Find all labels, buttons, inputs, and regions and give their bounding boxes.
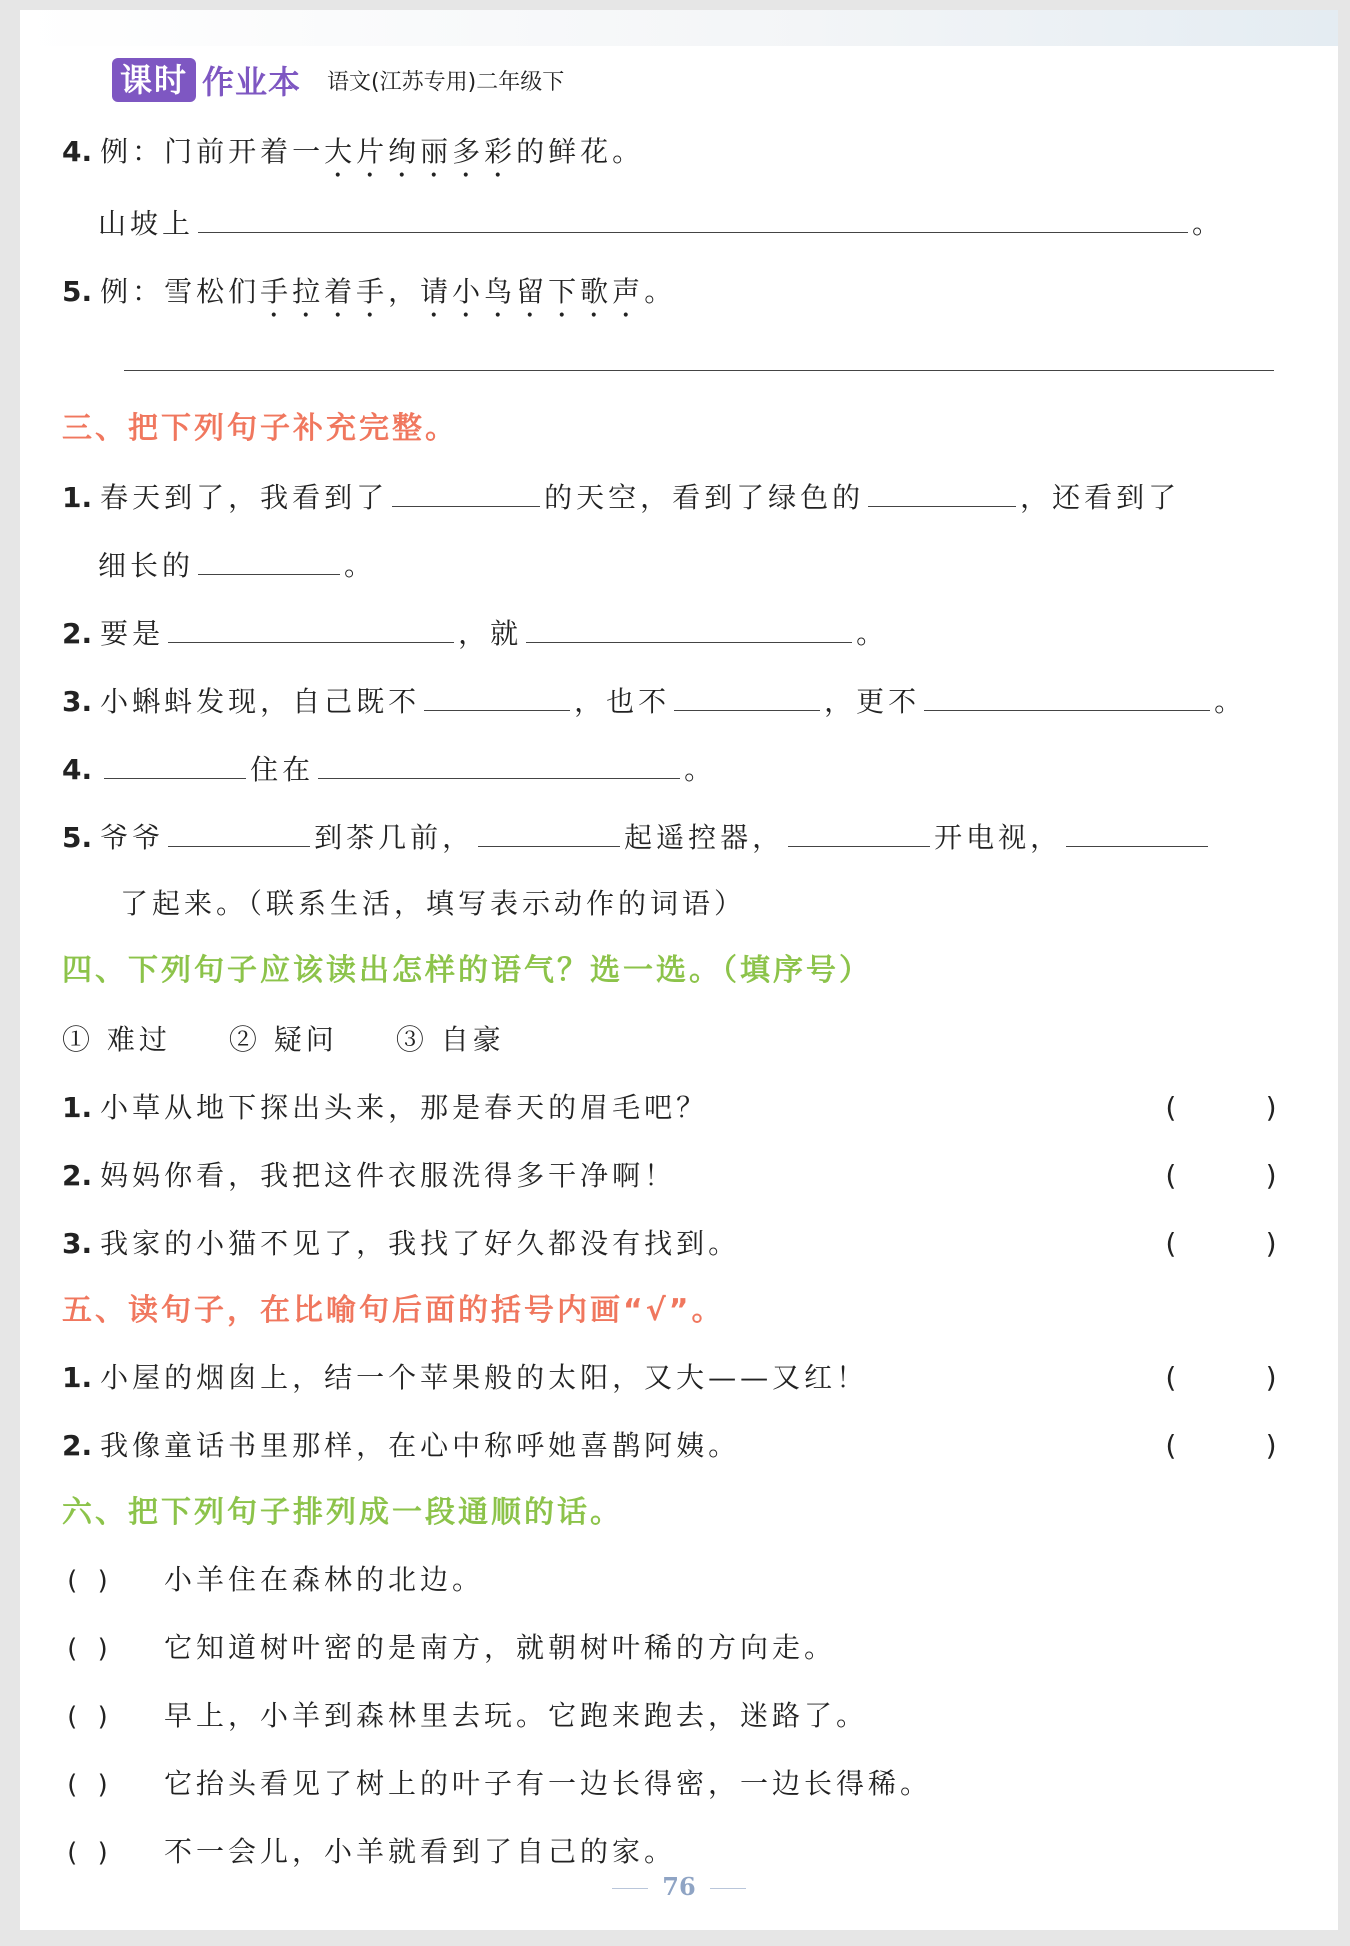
answer-paren[interactable]: ( ): [1162, 1159, 1281, 1192]
p6-item-1: [64, 1560, 484, 1601]
option-1: ① 难过: [62, 1023, 171, 1056]
text: ，还看到了: [1020, 481, 1181, 514]
header-subtitle: 语文(江苏专用)二年级下: [327, 69, 565, 95]
question-number: 4.: [62, 135, 93, 168]
answer-blank[interactable]: [168, 816, 310, 847]
example-text: 例：雪松们: [100, 275, 261, 308]
example-text: ，: [388, 275, 421, 308]
text: 。: [856, 617, 889, 650]
answer-blank[interactable]: [674, 680, 820, 711]
p3-q5-line1: [62, 816, 1212, 858]
dotted-text: 手拉着手: [260, 275, 389, 308]
p6-item-3: [64, 1696, 868, 1737]
answer-blank[interactable]: [198, 202, 1188, 233]
p4-item-1: [62, 1088, 708, 1128]
order-paren[interactable]: ( ): [64, 1702, 111, 1732]
text: 了起来。（联系生活，填写表示动作的词语）: [120, 887, 747, 920]
text: 住在: [250, 753, 315, 786]
p3-q5-line2: [120, 884, 746, 924]
answer-blank[interactable]: [198, 544, 340, 575]
text: 开电视，: [934, 821, 1063, 854]
question-number: 2.: [62, 1159, 93, 1192]
example-text: 的鲜花。: [516, 135, 645, 168]
text: ，更不: [824, 685, 921, 718]
section-4-title: 四、下列句子应该读出怎样的语气？选一选。（填序号）: [62, 953, 872, 988]
text: 小蝌蚪发现，自己既不: [100, 685, 421, 718]
answer-blank[interactable]: [424, 680, 570, 711]
p3-q1-line2: [98, 544, 376, 586]
answer-blank[interactable]: [318, 748, 680, 779]
question-number: 1.: [62, 1361, 93, 1394]
header: [112, 54, 564, 106]
question-number: 5.: [62, 821, 93, 854]
answer-paren[interactable]: ( ): [1162, 1429, 1281, 1462]
p4-item-3: [62, 1224, 740, 1264]
text: 小屋的烟囱上，结一个苹果般的太阳，又大——又红！: [100, 1361, 869, 1394]
p2-q4-answer: [98, 202, 1224, 244]
answer-paren[interactable]: ( ): [1162, 1227, 1281, 1260]
text: ，就: [458, 617, 523, 650]
footer-rule: [710, 1888, 746, 1889]
option-2: ② 疑问: [228, 1023, 338, 1056]
question-number: 3.: [62, 685, 93, 718]
p2-q5-answer: [120, 340, 1278, 382]
page-footer: [20, 1872, 1338, 1901]
order-paren[interactable]: ( ): [64, 1770, 111, 1800]
answer-blank[interactable]: [526, 612, 852, 643]
p6-item-5: [64, 1832, 676, 1873]
worksheet-page: [20, 10, 1338, 1930]
question-number: 5.: [62, 275, 93, 308]
answer-blank[interactable]: [124, 340, 1274, 371]
dotted-text: 大片绚丽多彩: [324, 135, 517, 168]
p3-q4: [62, 748, 716, 790]
p6-item-4: [64, 1764, 932, 1805]
answer-end: 。: [1192, 207, 1225, 240]
text: 它抬头看见了树上的叶子有一边长得密，一边长得稀。: [164, 1767, 933, 1800]
p3-q3: [62, 680, 1246, 722]
question-number: 4.: [62, 753, 93, 786]
p4-options: [62, 1020, 505, 1060]
example-text: 例：门前开着一: [100, 135, 325, 168]
section-3-title: 三、把下列句子补充完整。: [62, 411, 458, 446]
answer-blank[interactable]: [924, 680, 1210, 711]
text: 春天到了，我看到了: [100, 481, 389, 514]
logo-box: 课时: [112, 58, 196, 102]
text: 的天空，看到了绿色的: [544, 481, 865, 514]
answer-blank[interactable]: [868, 476, 1016, 507]
text: 小草从地下探出头来，那是春天的眉毛吧？: [100, 1091, 709, 1124]
text: 早上，小羊到森林里去玩。它跑来跑去，迷路了。: [164, 1699, 869, 1732]
dotted-text: 请小鸟留下歌声: [420, 275, 645, 308]
top-band: [20, 10, 1338, 46]
answer-blank[interactable]: [104, 748, 246, 779]
answer-blank[interactable]: [478, 816, 620, 847]
text: 我像童话书里那样，在心中称呼她喜鹊阿姨。: [100, 1429, 741, 1462]
answer-paren[interactable]: ( ): [1162, 1361, 1281, 1394]
question-number: 2.: [62, 1429, 93, 1462]
text: 要是: [100, 617, 165, 650]
p5-item-1: [62, 1358, 868, 1398]
order-paren[interactable]: ( ): [64, 1566, 111, 1596]
answer-blank[interactable]: [168, 612, 454, 643]
order-paren[interactable]: ( ): [64, 1838, 111, 1868]
text: 到茶几前，: [314, 821, 475, 854]
p2-q5-example: [62, 272, 676, 324]
text: 细长的: [98, 549, 195, 582]
answer-paren[interactable]: ( ): [1162, 1091, 1281, 1124]
text: 。: [344, 549, 377, 582]
text: 妈妈你看，我把这件衣服洗得多干净啊！: [100, 1159, 677, 1192]
answer-blank[interactable]: [392, 476, 540, 507]
text: 。: [1214, 685, 1247, 718]
footer-rule: [612, 1888, 648, 1889]
p3-q1-line1: [62, 476, 1180, 518]
answer-blank[interactable]: [1066, 816, 1208, 847]
question-number: 3.: [62, 1227, 93, 1260]
text: 不一会儿，小羊就看到了自己的家。: [164, 1835, 677, 1868]
page-number: 76: [662, 1872, 696, 1901]
text: 小羊住在森林的北边。: [164, 1563, 485, 1596]
section-5-title: 五、读句子，在比喻句后面的括号内画“√”。: [62, 1293, 725, 1328]
section-6-title: 六、把下列句子排列成一段通顺的话。: [62, 1495, 623, 1530]
answer-prefix: 山坡上: [98, 207, 195, 240]
p6-item-2: [64, 1628, 836, 1669]
question-number: 1.: [62, 481, 93, 514]
text: 我家的小猫不见了，我找了好久都没有找到。: [100, 1227, 741, 1260]
question-number: 1.: [62, 1091, 93, 1124]
p3-q2: [62, 612, 888, 654]
text: 它知道树叶密的是南方，就朝树叶稀的方向走。: [164, 1631, 837, 1664]
p4-item-2: [62, 1156, 676, 1196]
p2-q4-example: [62, 132, 644, 184]
option-3: ③ 自豪: [395, 1023, 505, 1056]
example-text: 。: [644, 275, 677, 308]
logo-text: 作业本: [202, 63, 302, 101]
answer-blank[interactable]: [788, 816, 930, 847]
order-paren[interactable]: ( ): [64, 1634, 111, 1664]
text: ，也不: [574, 685, 671, 718]
text: 。: [684, 753, 717, 786]
text: 起遥控器，: [624, 821, 785, 854]
p5-item-2: [62, 1426, 740, 1466]
question-number: 2.: [62, 617, 93, 650]
text: 爷爷: [100, 821, 165, 854]
